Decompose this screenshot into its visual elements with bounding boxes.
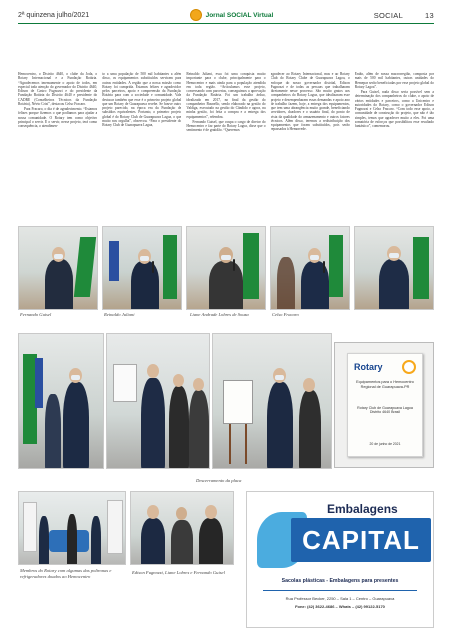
ad-address: Rua Professor Becker, 2250 – Sala 1 – Centro – Guarapuava <box>285 596 395 601</box>
photo-group <box>130 491 234 565</box>
paragraph: Para Guisel, nada disso seria possível sem a determinação dos companheiros do clube, o apoio de vários entidades e parceiros, como a Unicentro e autoridades do Rotary, como o governador Edison Fugnozzi e Celso Fracaro. “Com todo esse apoio, a comunidade de construção do projeto, que não é tão simples, temos que agradecer muito a eles. Foi uma somatória de esforços que possibilitou esse resultado fantástico”, comemorou. <box>354 90 434 128</box>
plaque-title: Equipamentos para o Hemocentro Regional de Guarapuava-PR <box>356 380 414 389</box>
paragraph: agradecer ao Rotary Internacional, mas e ao Rotary Club do Rotary Clube de Guarapuava Lagoa, o enfoque do nosso governador distrital, Edison Fugnozzi e de todas as pessoas que trabalharam diretamente nesse processo. São muito gratos aos companheiros do Rotary Lagoa, que idealizaram esse projeto e desempenharam essas demandas e apoio ano de trabalho fazem, hoje, a entrega dos equipamentos, que tem uma abrangência muito grande, beneficiando servidores, doadores e o usuário final, do ponto de vista da qualidade do armazenamento e outros fatores técnicos. Além disso, teremos a redistribuição dos equipamentos que foram substituídos, pois serão repassados à Hemorrede. <box>270 72 350 132</box>
caption-plaque: Descerramento da placa <box>196 478 242 483</box>
page-number: 13 <box>425 10 434 20</box>
paragraph: Reinaldo Juliani, essa foi uma conquista muito importante para o clube, principalmente para o Hemocentro e mais ainda para a população atendida em toda região. “Articulamos esse projeto, conversando com parcerias, conseguimos a aprovação da Fundação Rotária. Foi um trabalho árduo, idealizado em 2017, no final da gestão do companheiro Busnello, sendo elaborado na gestão do Valdiga, executado na gestão do Cândido e agora, na minha gestão, foi feita a compra e a entrega dos equipamentos”, relembra. <box>186 72 266 119</box>
article-column-4 <box>271 72 350 222</box>
photo-fernando-guisel <box>18 226 98 310</box>
photo-plaque-unveiling-1 <box>18 333 104 469</box>
header-right <box>374 11 434 20</box>
photo-reinaldo-juliani <box>102 226 182 310</box>
paragraph: Para Fracaro, o dia é de agradecimento. “Estamos felizes porque fizemos o que podíamos para ajudar a nossa comunidade. O Rotary tem como objetivo principal o servir. E o servir, nesse projeto, terá como consequência, o atendimen- <box>18 107 98 128</box>
article-column-2 <box>102 72 181 222</box>
masthead <box>190 9 274 21</box>
paragraph: Então, além de nossa macrorregião, composta por mais de 500 mil habitantes, outras unidades do Hemepar serão beneficiadas por esse projeto global do Rotary Lagoa”. <box>354 72 434 89</box>
caption-photo-4: Celso Fracaro <box>272 312 299 317</box>
plaque-club: Rotary Club de Guarapuava Lagoa Distrito 4640 Brasil <box>357 406 413 415</box>
photo-plaque-unveiling-2 <box>106 333 210 469</box>
caption-members: Membros do Rotary com algumas das poltronas e refrigeradores doados ao Hemocentro <box>20 568 112 579</box>
ad-brand-top: Embalagens <box>327 502 398 516</box>
photo-celso-fracaro <box>270 226 350 310</box>
plaque-board <box>347 353 423 457</box>
ad-divider <box>263 590 417 591</box>
caption-photo-1: Fernando Guisel <box>20 312 52 317</box>
ad-phone: Fone: (42) 3622-4686 – Whats – (42) 99122-5170 <box>295 604 385 609</box>
issue-date: 2ª quinzena julho/2021 <box>18 11 90 19</box>
photo-edison-fugnozzi <box>354 226 434 310</box>
photo-liane-andrade <box>186 226 266 310</box>
paragraph: to a uma população de 500 mil habitantes a além disso, os equipamentos substituídos serviram para outras entidades. A região que a nossa missão como Rotary foi cumprida. Estamos felizes e agradecidos pelos parceiros, apoio e compreensão da Fundação Rotária para com a sociedade e comunidade. Vale destacar também que esse é o primeiro projeto global que um Rotary de Guarapuava recebe. Se houve outro projeto parecido, na época era da Fundação de subsídios equivalentes. Portanto, o primeiro projeto global é do Rotary Club de Guarapuava Lagoa, o que muito nos orgulha”, observou. “Para o presidente do Rotary Club de Guarapuava Lagoa, <box>102 72 182 127</box>
photo-commemorative-plaque <box>334 342 434 468</box>
plaque-date: 20 de junho de 2021 <box>369 442 401 446</box>
ad-tagline: Sacolas plásticas - Embalagens para presentes <box>281 578 399 584</box>
header-rule <box>18 23 434 24</box>
article-column-1 <box>18 72 97 222</box>
caption-photo-3: Liane Andrade Lobres de Souza <box>190 312 249 317</box>
photo-plaque-unveiling-3 <box>212 333 332 469</box>
caption-photo-2: Reinaldo Juliani <box>104 312 135 317</box>
article-column-5 <box>355 72 434 222</box>
rotary-wheel-icon <box>402 360 416 374</box>
article-columns <box>18 72 434 222</box>
plaque-rotary-brand: Rotary <box>354 362 383 372</box>
advertisement-embalagens-capital <box>246 491 434 628</box>
paragraph: Fernando Guisel, que ocupa o cargo de diretor do Hemocentro e faz parte do Rotary Lagoa, disse que o sentimento é de gratidão. “Queremos <box>186 119 266 133</box>
article-column-3 <box>186 72 265 222</box>
photo-members-equipment <box>18 491 126 565</box>
section-name: SOCIAL <box>373 10 404 20</box>
caption-group: Edison Fugnozzi, Liane Lobres e Fernando Guisel <box>132 570 225 575</box>
ad-brand-main: CAPITAL <box>291 518 431 562</box>
page-header <box>18 6 434 24</box>
brand-name: Jornal SOCIAL Virtual <box>205 11 274 19</box>
paragraph: Hemocentro, o Distrito 4640, o clube da Joda, o Rotary Internacional e a Fundação Rotária. “Agradecemos imensamente o apoio de todos, em especial toda atenção do governador do Distrito 4640, Edison de Castro Fugnozzi e do presidente da Fundação Rotária do Distrito 4640 e presidente do CADRE (Conselheiros Técnicos da Fundação Rotária), Névio Crisi”, destacou Celso Fracaro. <box>18 72 98 106</box>
sun-logo-icon <box>190 9 202 21</box>
